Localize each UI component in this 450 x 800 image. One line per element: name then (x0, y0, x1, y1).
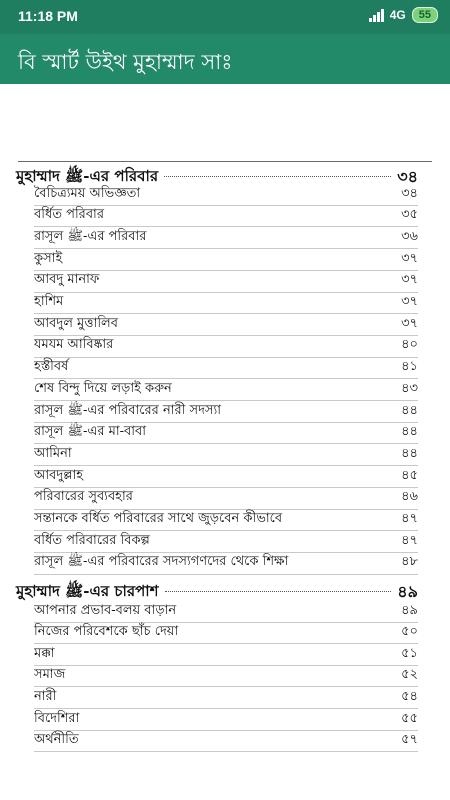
toc-entry-page: ৪৯ (401, 602, 418, 618)
toc-entry[interactable] (34, 623, 418, 643)
toc-entry-label: বর্ধিত পরিবার (34, 207, 104, 223)
toc-entry[interactable] (34, 644, 418, 664)
toc-entry-page: ৪৪ (401, 424, 418, 440)
toc-entry-label: সমাজ (34, 667, 66, 683)
toc-entry-page: ৪০ (401, 337, 418, 353)
app-bar (0, 34, 450, 84)
toc-entry-label: বর্ধিত পরিবারের বিকল্প (34, 532, 150, 548)
status-bar (0, 0, 450, 34)
toc-entry-page: ৪৩ (401, 380, 418, 396)
toc-entry-label: আপনার প্রভাব-বলয় বাড়ান (34, 602, 177, 618)
toc-entry[interactable] (34, 488, 418, 508)
toc-entry-label: মক্কা (34, 645, 55, 661)
toc-entry[interactable] (34, 553, 418, 573)
toc-entry[interactable] (34, 687, 418, 707)
toc-entry-label: বৈচিত্র্যময় অভিজ্ঞতা (34, 185, 141, 201)
toc-entry-page: ৩৭ (401, 272, 418, 288)
toc-entry-page: ৪৪ (401, 402, 418, 418)
toc-entry[interactable] (34, 293, 418, 313)
signal-icon (369, 8, 384, 22)
toc-entry-page: ৩৭ (401, 315, 418, 331)
toc-entry[interactable] (34, 601, 418, 621)
dot-leader (164, 175, 391, 177)
toc-entry-page: ৪৬ (401, 489, 418, 505)
toc-entry-page: ৫২ (401, 667, 418, 683)
toc-entry-label: হস্তীবর্ষ (34, 359, 69, 375)
toc-entry-label: শেষ বিন্দু দিয়ে লড়াই করুন (34, 380, 172, 396)
toc-entry[interactable] (34, 227, 418, 247)
toc-entry[interactable] (34, 358, 418, 378)
toc-entry-page: ৪৫ (401, 467, 418, 483)
toc-entry-label: আবদুল মুত্তালিব (34, 315, 118, 331)
toc-entry-label: যমযম আবিষ্কার (34, 337, 114, 353)
toc-entry-label: নারী (34, 688, 57, 704)
toc-entry[interactable] (34, 184, 418, 204)
section-title-label: মুহাম্মাদ ﷺ-এর চারপাশ (16, 582, 159, 600)
toc-entry[interactable] (34, 731, 418, 751)
toc-entry-label: বিদেশিরা (34, 710, 80, 726)
toc-entry-page: ৩৭ (401, 294, 418, 309)
section-title-label: মুহাম্মাদ ﷺ-এর পরিবার (16, 167, 159, 185)
toc-entry-page: ৪৭ (401, 532, 418, 548)
toc-entry-label: নিজের পরিবেশকে ছাঁচ দেয়া (34, 624, 179, 640)
toc-entry[interactable] (34, 709, 418, 729)
toc-entry[interactable] (34, 401, 418, 421)
toc-entry-label: আবদু মানাফ (34, 272, 100, 288)
toc-entry-label: রাসূল ﷺ-এর পরিবার (34, 228, 147, 244)
toc-entry[interactable] (34, 206, 418, 226)
toc-entry[interactable] (34, 336, 418, 356)
toc-entry-label: আমিনা (34, 445, 72, 461)
network-label: 4G (389, 8, 406, 22)
toc-entry[interactable] (34, 249, 418, 269)
toc-entry-label: অর্থনীতি (34, 732, 79, 748)
toc-entry-page: ৫৪ (401, 688, 418, 704)
toc-entry[interactable] (34, 271, 418, 291)
toc-entry-page: ৪৪ (401, 445, 418, 461)
toc-entry-page: ৫১ (401, 645, 418, 661)
toc-entry[interactable] (34, 531, 418, 551)
toc-entry-label: পরিবারের সুব্যবহার (34, 489, 133, 505)
row-divider (34, 574, 418, 575)
status-time: 11:18 PM (18, 8, 78, 24)
toc-entry[interactable] (34, 666, 418, 686)
toc-entry-page: ৩৭ (401, 250, 418, 266)
status-right (369, 7, 438, 23)
row-divider (34, 751, 418, 752)
dot-leader (165, 590, 392, 592)
toc-entry-label: আবদুল্লাহ (34, 467, 84, 483)
toc-entry-page: ৪১ (401, 359, 418, 375)
toc-entry-page: ৩৫ (401, 207, 418, 223)
toc-entry-page: ৩৬ (401, 228, 418, 244)
toc-entry-page: ৪৭ (401, 511, 418, 526)
content-page[interactable] (0, 84, 450, 800)
toc-entry[interactable] (34, 466, 418, 486)
section-divider (18, 161, 432, 162)
toc-entry-page: ৩৪ (401, 185, 418, 201)
toc-entry-label: রাসূল ﷺ-এর মা-বাবা (34, 424, 147, 440)
toc-entry[interactable] (34, 510, 418, 530)
toc-entry-page: ৫৭ (401, 732, 418, 748)
toc-entry-page: ৪৮ (401, 554, 418, 570)
toc-entry-label: রাসূল ﷺ-এর পরিবারের নারী সদস্যা (34, 402, 222, 418)
section-page-number: ৩৪ (397, 167, 418, 186)
toc-entry[interactable] (34, 423, 418, 443)
toc-entry-label: সন্তানকে বর্ধিত পরিবারের সাথে জুড়বেন কীভাবে (34, 511, 283, 526)
toc-entry-page: ৫০ (401, 624, 418, 640)
toc-entry[interactable] (34, 379, 418, 399)
app-title: বি স্মার্ট উইথ মুহাম্মাদ সাঃ (18, 50, 233, 74)
toc-entry-page: ৫৫ (401, 710, 418, 726)
toc-entry-label: হাশিম (34, 294, 64, 309)
toc-entry[interactable] (34, 444, 418, 464)
battery-icon: 55 (412, 7, 438, 23)
toc-entry[interactable] (34, 314, 418, 334)
toc-entry-label: রাসূল ﷺ-এর পরিবারের সদস্যগণদের থেকে শিক্ষা (34, 554, 289, 570)
section-page-number: ৪৯ (397, 582, 418, 601)
toc-entry-label: কুসাই (34, 250, 63, 266)
